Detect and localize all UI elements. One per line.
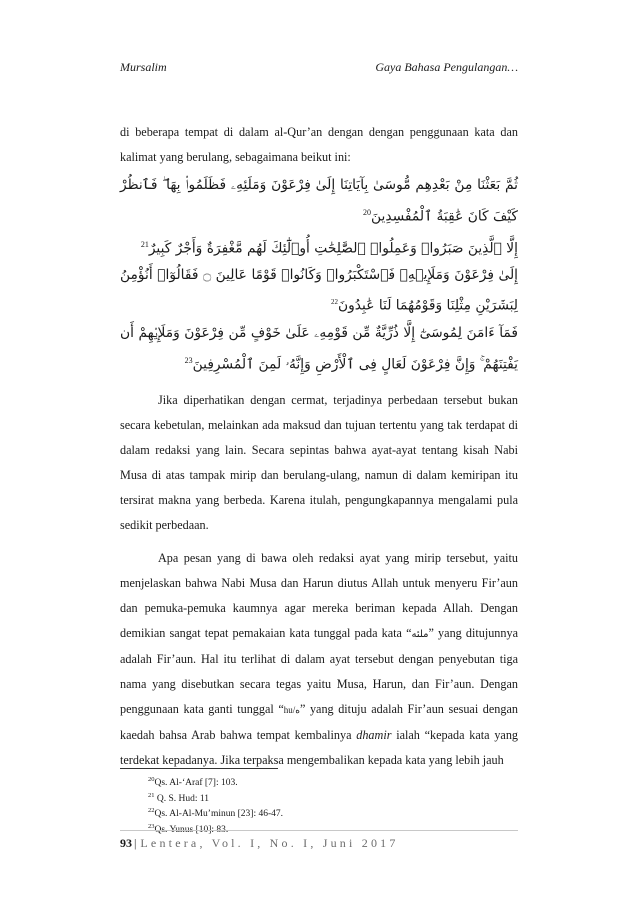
paragraph-2: Apa pesan yang di bawa oleh redaksi ayat yang mirip tersebut, yaitu menjelaskan bahwa Nabi Musa dan Harun diutus Allah untuk menyeru Fir’aun dan pemuka-pemuka kaumnya agar mereka beriman kepada Allah. Dengan demikian sangat tepat pemakaian kata tunggal pada kata “ملئه” yang ditujunnya adalah Fir’aun. Hal itu terlihat di dalam ayat tersebut dengan penyebutan tiga nama yang disebutkan secara tegas yaitu Musa, Harun, dan Fir’aun. Dengan penggunaan kata ganti tunggal “hu/ه” yang dituju adalah Fir’aun sesuai dengan kaedah bahsa Arab bahwa tempat kembalinya dhamir ialah “kepada kata yang terdekat kepadanya. Jika terpaksa mengembalikan kepada kata yang lebih jauh	[120, 551, 519, 768]
footnote-23: $^{23}$Qs. Yunus [10]: 83.	[148, 822, 229, 835]
header-author: Mursalim	[120, 60, 167, 74]
page-number: 93	[120, 836, 132, 850]
verse-muminun: إِلَىٰ فِرْعَوْنَ وَمَلَإِي۟هِۦ فَٱسْتَكْبَرُوا۟ وَكَانُوا۟ قَوْمًا عَالِينَ ۝ فَقَالُوٓا۟ أَنُؤْمِنُ لِبَشَرَيْنِ مِثْلِنَا وَقَوْمُهُمَا لَنَا عَٰبِدُونَ$^{22}$	[120, 267, 518, 314]
journal-info: Lentera, Vol. I, No. I, Juni 2017	[140, 836, 399, 850]
verse-yunus: فَمَآ ءَامَنَ لِمُوسَىٰٓ إِلَّا ذُرِّيَّةٌ مِّن قَوْمِهِۦ عَلَىٰ خَوْفٍ مِّن فِرْعَوْنَ وَمَلَإِي۟هِمْ أَن يَفْتِنَهُمْ ۚ وَإِنَّ فِرْعَوْنَ لَعَالٍ فِى ٱلْأَرْضِ وَإِنَّهُۥ لَمِنَ ٱلْمُسْرِفِينَ$^{23}$	[120, 324, 518, 373]
arabic-verses	[120, 172, 518, 378]
footnote-divider	[120, 768, 278, 769]
footer-divider	[120, 830, 518, 831]
footnote-22: $^{22}$Qs. Al-Al-Mu’minun [23]: 46-47.	[148, 807, 284, 820]
term-dhamir: dhamir	[356, 728, 392, 743]
header-title: Gaya Bahasa Pengulangan…	[375, 60, 518, 74]
footnotes	[148, 774, 283, 836]
arabic-word-malaihi: ملئه	[411, 629, 429, 641]
body-text	[120, 120, 518, 773]
footnote-21: $^{21}$ Q. S. Hud: 11	[148, 791, 210, 804]
arabic-word-hu: hu/ه	[283, 705, 300, 716]
intro-paragraph: di beberapa tempat di dalam al-Qur’an dengan dengan penggunaan kata dan kalimat yang berulang, sebagaimana beikut ini:	[120, 125, 518, 164]
verse-hud: إِلَّا ٱلَّذِينَ صَبَرُوا۟ وَعَمِلُوا۟ ٱلصَّٰلِحَٰتِ أُو۟لَٰٓئِكَ لَهُم مَّغْفِرَةٌ وَأَجْرٌ كَبِيرٌ$^{21}$	[140, 239, 518, 257]
page-footer: 93 | Lentera, Vol. I, No. I, Juni 2017	[120, 836, 399, 850]
verse-araf: ثُمَّ بَعَثْنَا مِنْ بَعْدِهِم مُّوسَىٰ بِآيَاتِنَا إِلَىٰ فِرْعَوْنَ وَمَلَئِهِۦ فَظَلَمُوا۟ بِهَا ۖ فَٱنظُرْ كَيْفَ كَانَ عَٰقِبَةُ ٱلْمُفْسِدِينَ$^{20}$	[120, 177, 518, 225]
running-header	[120, 60, 518, 78]
paragraph-1: Jika diperhatikan dengan cermat, terjadinya perbedaan tersebut bukan secara kebetulan, melainkan ada maksud dan tujuan tertentu yang tak terdapat di dalam redaksi yang lain. Secara sepintas bahwa ayat-ayat tentang kisah Nabi Musa di atas tampak mirip dan berulang-ulang, namun di dalam kemiripan itu tersirat makna yang berbeda. Karena itulah, pengungkapannya mengalami pula sedikit perbedaan.	[120, 393, 518, 533]
footnote-20: $^{20}$Qs. Al-‘Araf [7]: 103.	[148, 776, 238, 789]
